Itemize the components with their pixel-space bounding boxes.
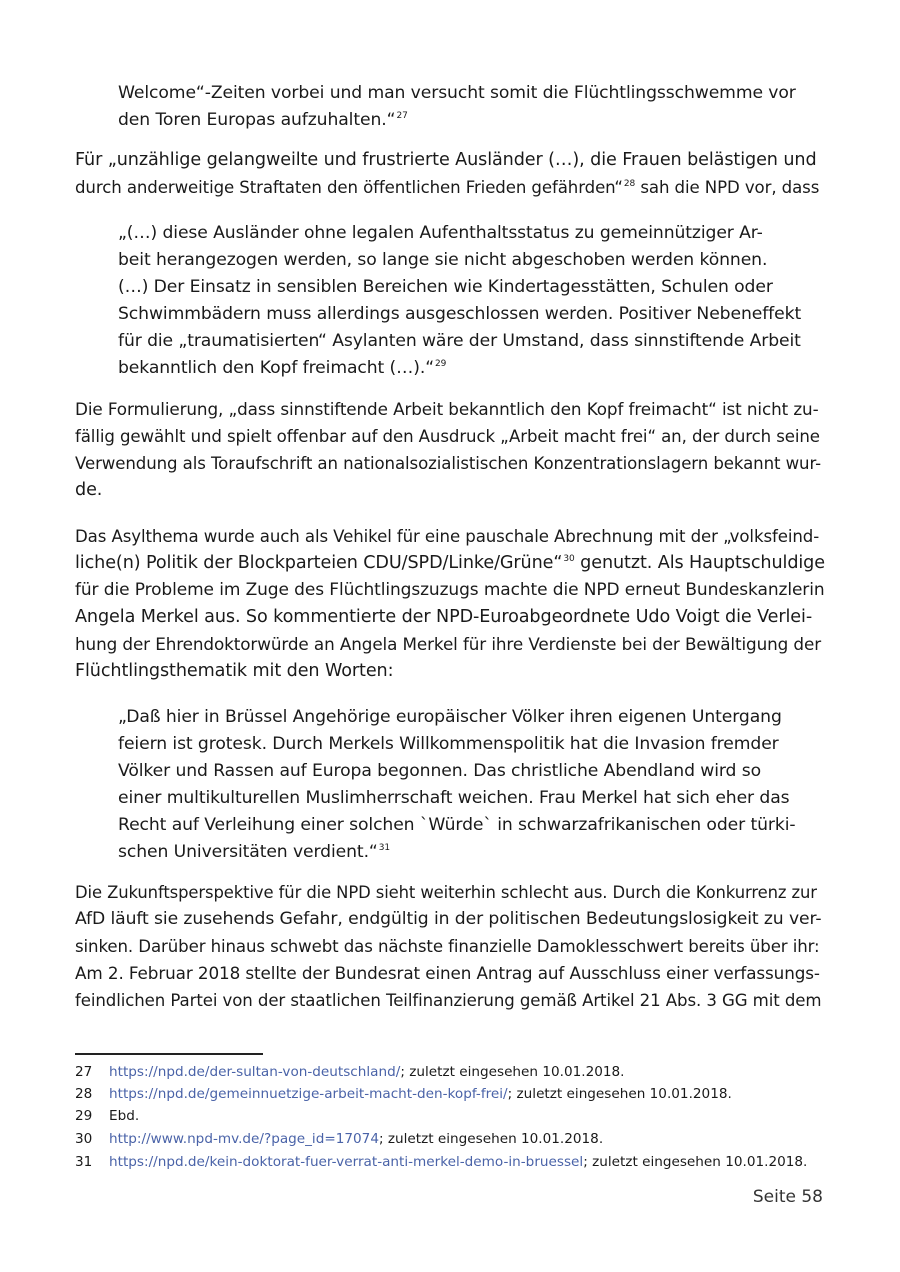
quote-line xyxy=(118,704,782,731)
line-text: Verwendung als Toraufschrift an nationalsozialistischen Konzentrationslagern bekannt wur- xyxy=(75,454,822,473)
body-line xyxy=(75,604,812,631)
body-line xyxy=(75,174,819,201)
body-line xyxy=(75,960,820,987)
line-text: feindlichen Partei von der staatlichen Teilfinanzierung gemäß Artikel 21 Abs. 3 GG mit dem xyxy=(75,991,822,1010)
line-text: „Daß hier in Brüssel Angehörige europäischer Völker ihren eigenen Untergang xyxy=(118,707,782,727)
line-text: schen Universitäten verdient.“ xyxy=(118,842,378,862)
body-line xyxy=(75,396,819,423)
line-text: durch anderweitige Straftaten den öffentlichen Frieden gefährden“ xyxy=(75,178,623,197)
line-text: (…) Der Einsatz in sensiblen Bereichen wie Kindertagesstätten, Schulen oder xyxy=(118,277,773,297)
footnote-number: 27 xyxy=(75,1064,93,1080)
quote-line xyxy=(118,274,773,301)
line-text: den Toren Europas aufzuhalten.“ xyxy=(118,110,396,130)
line-text: Das Asylthema wurde auch als Vehikel für eine pauschale Abrechnung mit der „volksfeind- xyxy=(75,527,820,546)
line-text: „(…) diese Ausländer ohne legalen Aufenthaltsstatus zu gemeinnütziger Ar- xyxy=(118,223,763,243)
line-text: Für „unzählige gelangweilte und frustrierte Ausländer (…), die Frauen belästigen und xyxy=(75,150,817,170)
body-line xyxy=(75,577,825,604)
footnote-item xyxy=(75,1129,603,1149)
footnote-link[interactable]: https://npd.de/der-sultan-von-deutschland/ xyxy=(109,1064,401,1080)
line-text: Angela Merkel aus. So kommentierte der NPD-Euroabgeordnete Udo Voigt die Verlei- xyxy=(75,607,813,627)
line-text: sinken. Darüber hinaus schwebt das nächste finanzielle Damoklesschwert bereits über ihr: xyxy=(75,937,820,956)
footnote-text: ; zuletzt eingesehen 10.01.2018. xyxy=(400,1064,625,1080)
line-text: Völker und Rassen auf Europa begonnen. Das christliche Abendland wird so xyxy=(118,761,762,781)
footnote-link[interactable]: http://www.npd-mv.de/?page_id=17074 xyxy=(109,1131,379,1147)
footnote-ref[interactable]: 28 xyxy=(623,179,636,189)
quote-line xyxy=(118,731,779,758)
page-number: Seite 58 xyxy=(752,1187,823,1207)
line-text: für die Probleme im Zuge des Flüchtlingszuzugs machte die NPD erneut Bundeskanzlerin xyxy=(75,580,825,600)
line-text: für die „traumatisierten“ Asylanten wäre der Umstand, dass sinnstiftende Arbeit xyxy=(118,331,801,351)
line-text-continuation: sah die NPD vor, dass xyxy=(635,178,820,197)
footnote-ref[interactable]: 30 xyxy=(563,554,575,564)
quote-line xyxy=(118,785,789,812)
line-text: einer multikulturellen Muslimherrschaft weichen. Frau Merkel hat sich eher das xyxy=(118,788,790,808)
line-text: AfD läuft sie zusehends Gefahr, endgültig in der politischen Bedeutungslosigkeit zu ver- xyxy=(75,909,822,929)
footnote-item xyxy=(75,1062,625,1082)
footnote-ref[interactable]: 31 xyxy=(378,843,390,853)
footnote-item xyxy=(75,1084,732,1104)
body-line xyxy=(75,423,820,450)
footnote-item xyxy=(75,1152,807,1172)
body-line xyxy=(75,450,821,477)
footnote-item xyxy=(75,1106,139,1126)
body-line xyxy=(75,987,821,1014)
line-text: Am 2. Februar 2018 stellte der Bundesrat einen Antrag auf Ausschluss einer verfassungs- xyxy=(75,963,820,983)
body-line xyxy=(75,550,825,577)
line-text: Schwimmbädern muss allerdings ausgeschlossen werden. Positiver Nebeneffekt xyxy=(118,304,802,324)
body-line xyxy=(75,631,821,658)
body-line xyxy=(75,906,821,933)
quote-line xyxy=(118,355,446,382)
footnote-text: Ebd. xyxy=(109,1108,140,1124)
footnote-number: 31 xyxy=(75,1154,93,1170)
footnote-link[interactable]: https://npd.de/gemeinnuetzige-arbeit-macht-den-kopf-frei/ xyxy=(109,1086,508,1102)
body-line xyxy=(75,147,817,174)
quote-line xyxy=(118,328,801,355)
line-text-continuation: genutzt. Als Hauptschuldige xyxy=(574,553,825,573)
line-text: Die Formulierung, „dass sinnstiftende Arbeit bekanntlich den Kopf freimacht“ ist nicht zu- xyxy=(75,399,819,419)
body-line xyxy=(75,879,817,906)
line-text: bekanntlich den Kopf freimacht (…).“ xyxy=(118,358,435,378)
quote-line xyxy=(118,220,763,247)
body-line xyxy=(75,523,819,550)
quote-line xyxy=(118,812,795,839)
quote-line xyxy=(118,301,801,328)
footnote-number: 28 xyxy=(75,1086,93,1102)
footnote-text: ; zuletzt eingesehen 10.01.2018. xyxy=(507,1086,732,1102)
footnote-ref[interactable]: 29 xyxy=(435,359,447,369)
quote-line xyxy=(118,247,767,274)
line-text: Welcome“-Zeiten vorbei und man versucht somit die Flüchtlingsschwemme vor xyxy=(118,83,796,103)
line-text: de. xyxy=(75,480,103,500)
line-text: Flüchtlingsthematik mit den Worten: xyxy=(75,661,394,681)
line-text: beit herangezogen werden, so lange sie nicht abgeschoben werden können. xyxy=(118,250,768,270)
footnote-ref[interactable]: 27 xyxy=(396,111,408,121)
footnote-divider xyxy=(75,1053,263,1055)
footnote-text: ; zuletzt eingesehen 10.01.2018. xyxy=(378,1131,604,1147)
body-line xyxy=(75,933,820,960)
footnote-number: 29 xyxy=(75,1108,93,1124)
quote-line xyxy=(118,80,796,107)
line-text: fällig gewählt und spielt offenbar auf den Ausdruck „Arbeit macht frei“ an, der durch seine xyxy=(75,427,820,446)
line-text: hung der Ehrendoktorwürde an Angela Merkel für ihre Verdienste bei der Bewältigung der xyxy=(75,634,822,654)
quote-line xyxy=(118,107,408,134)
body-line xyxy=(75,477,102,504)
line-text: liche(n) Politik der Blockparteien CDU/SPD/Linke/Grüne“ xyxy=(75,553,563,573)
quote-line xyxy=(118,839,390,866)
line-text: Die Zukunftsperspektive für die NPD sieht weiterhin schlecht aus. Durch die Konkurrenz zur xyxy=(75,883,817,902)
quote-line xyxy=(118,758,761,785)
body-line xyxy=(75,658,393,685)
line-text: feiern ist grotesk. Durch Merkels Willkommenspolitik hat die Invasion fremder xyxy=(118,734,779,754)
line-text: Recht auf Verleihung einer solchen `Würde` in schwarzafrikanischen oder türki- xyxy=(118,815,796,835)
footnote-text: ; zuletzt eingesehen 10.01.2018. xyxy=(583,1154,808,1170)
footnote-link[interactable]: https://npd.de/kein-doktorat-fuer-verrat-anti-merkel-demo-in-bruessel xyxy=(109,1154,584,1170)
footnote-number: 30 xyxy=(75,1131,93,1147)
